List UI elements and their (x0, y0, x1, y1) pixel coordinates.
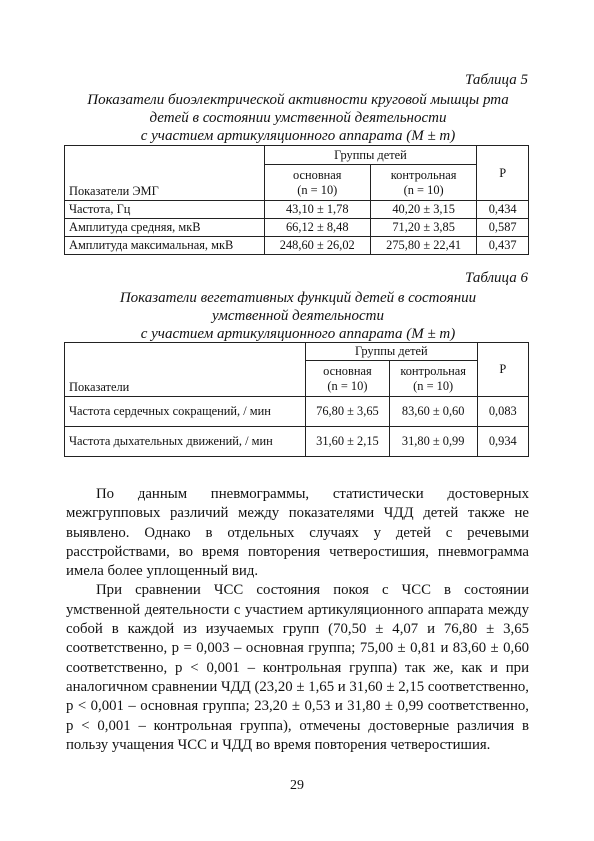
table-row (65, 219, 529, 237)
table5-col2-header (370, 165, 476, 201)
table5-row-header: Показатели ЭМГ (65, 146, 265, 201)
row-p: 0,437 (477, 237, 529, 255)
row-value-main: 31,60 ± 2,15 (306, 427, 390, 457)
table5-title-line: с участием артикуляционного аппарата (M ± m) (140, 128, 456, 144)
table6-col2-n: (n = 10) (413, 378, 454, 393)
page-number: 29 (290, 778, 304, 793)
row-name: Частота сердечных сокращений, / мин (65, 397, 306, 427)
table5-label: Таблица 5 (465, 72, 528, 88)
body-text (66, 485, 529, 755)
table6-title (58, 289, 538, 343)
row-value-control: 31,80 ± 0,99 (389, 427, 477, 457)
table5-col2-n: (n = 10) (403, 182, 444, 197)
table5-p-header: P (477, 146, 529, 201)
table6-title-line: умственной деятельности (212, 308, 384, 324)
table6-col1-n: (n = 10) (327, 378, 368, 393)
row-name: Частота, Гц (65, 201, 265, 219)
row-value-control: 40,20 ± 3,15 (370, 201, 476, 219)
table6-title-line: с участием артикуляционного аппарата (M ± m) (140, 326, 456, 342)
row-value-main: 76,80 ± 3,65 (306, 397, 390, 427)
row-value-main: 43,10 ± 1,78 (264, 201, 370, 219)
row-value-main: 248,60 ± 26,02 (264, 237, 370, 255)
table5-col1-name: основная (293, 167, 342, 182)
table5-title-line: Показатели биоэлектрической активности круговой мышцы рта (87, 92, 509, 108)
row-value-control: 71,20 ± 3,85 (370, 219, 476, 237)
row-p: 0,587 (477, 219, 529, 237)
table6-p-header: P (477, 343, 528, 397)
paragraph: По данным пневмограммы, статистически достоверных межгрупповых различий между показателями ЧДД детей также не выявлено. Однако в отдельных случаях у детей с речевыми расстройствами, во время повторения четверостишия, пневмограмма имела более уплощенный вид. (66, 486, 529, 580)
row-p: 0,934 (477, 427, 528, 457)
table5-col1-header (264, 165, 370, 201)
row-value-main: 66,12 ± 8,48 (264, 219, 370, 237)
table6-col2-name: контрольная (400, 363, 467, 378)
row-p: 0,434 (477, 201, 529, 219)
table-row (65, 201, 529, 219)
row-p: 0,083 (477, 397, 528, 427)
table-row (65, 237, 529, 255)
row-name: Амплитуда максимальная, мкВ (65, 237, 265, 255)
table6-col1-name: основная (323, 363, 372, 378)
paragraph: При сравнении ЧСС состояния покоя с ЧСС в состоянии умственной деятельности с участием артикуляционного аппарата между собой в каждой из изучаемых групп (70,50 ± 4,07 и 76,80 ± 3,65 соответственно, р = 0,003 – основная группа; 75,00 ± 0,81 и 83,60 ± 0,60 соответственно, р < 0,001 – контрольная группа) так же, как и при аналогичном сравнении ЧДД (23,20 ± 1,65 и 31,60 ± 2,15 соответственно, р < 0,001 – основная группа; 23,20 ± 0,53 и 31,80 ± 0,99 соответственно, р < 0,001 – контрольная группа), отмечены достоверные различия в пользу учащения ЧСС и ЧДД во время повторения четверостишия. (66, 582, 530, 753)
table6-title-line: Показатели вегетативных функций детей в состоянии (119, 290, 477, 306)
row-value-control: 275,80 ± 22,41 (370, 237, 476, 255)
row-name: Амплитуда средняя, мкВ (65, 219, 265, 237)
table5-group-header: Группы детей (264, 146, 477, 165)
table5-title (58, 91, 538, 145)
table5 (64, 145, 529, 255)
table6-row-header: Показатели (65, 343, 306, 397)
table6 (64, 342, 529, 457)
table-row (65, 397, 529, 427)
table6-label: Таблица 6 (465, 270, 528, 286)
table-row (65, 427, 529, 457)
table5-col2-name: контрольная (390, 167, 457, 182)
table5-title-line: детей в состоянии умственной деятельности (149, 110, 447, 126)
row-name: Частота дыхательных движений, / мин (65, 427, 306, 457)
table6-group-header: Группы детей (306, 343, 477, 361)
table6-col1-header (306, 361, 390, 397)
table5-col1-n: (n = 10) (297, 182, 338, 197)
table6-col2-header (389, 361, 477, 397)
row-value-control: 83,60 ± 0,60 (389, 397, 477, 427)
